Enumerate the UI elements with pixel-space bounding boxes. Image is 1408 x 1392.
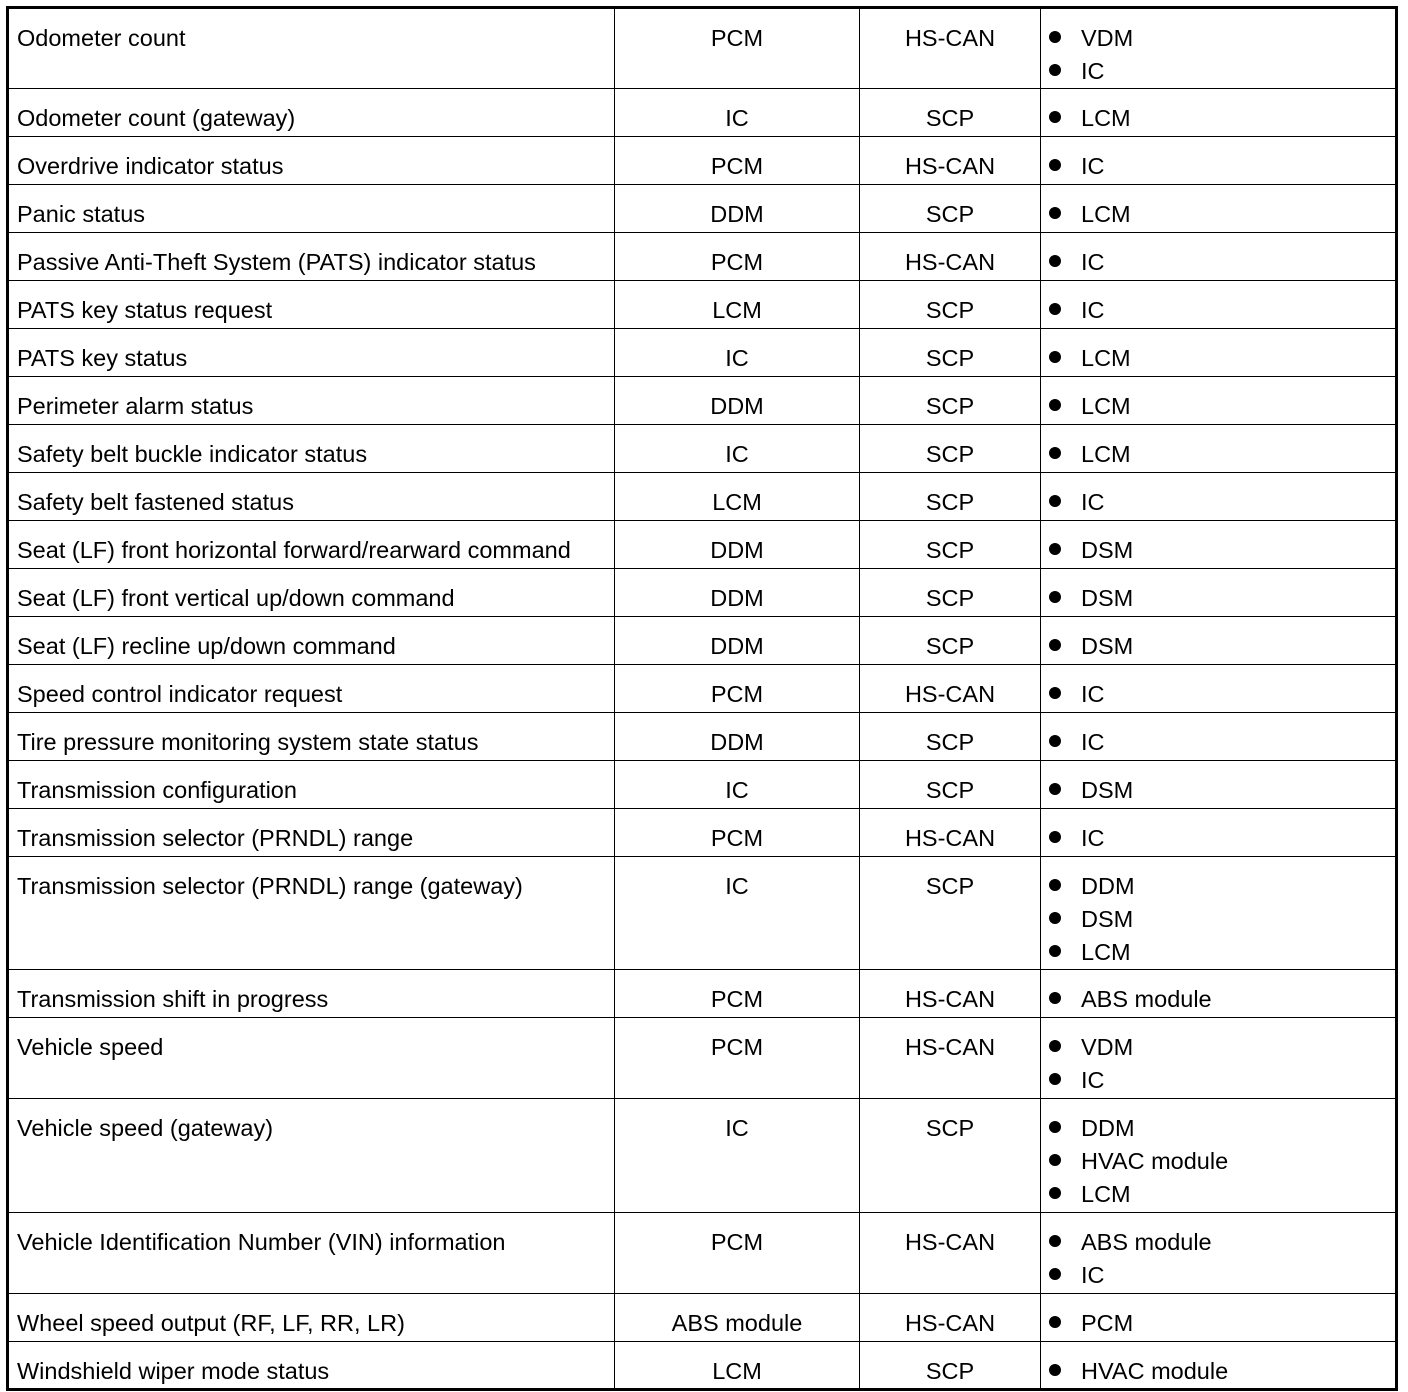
network-cell: SCP: [860, 857, 1041, 970]
originator-cell: PCM: [615, 233, 860, 281]
receiver-label: ABS module: [1081, 1229, 1212, 1255]
receiver-label: DDM: [1081, 1115, 1135, 1141]
network-cell: SCP: [860, 1342, 1041, 1390]
message-cell: Passive Anti-Theft System (PATS) indicator status: [8, 233, 615, 281]
bullet-icon: [1049, 31, 1061, 43]
message-cell: Transmission selector (PRNDL) range: [8, 809, 615, 857]
network-cell: HS-CAN: [860, 970, 1041, 1018]
originator-cell: DDM: [615, 617, 860, 665]
receiver-label: LCM: [1081, 201, 1131, 227]
originator-cell: PCM: [615, 970, 860, 1018]
bullet-icon: [1049, 591, 1061, 603]
network-cell: HS-CAN: [860, 137, 1041, 185]
bullet-icon: [1049, 687, 1061, 699]
receiver-list-item: [1049, 390, 1387, 423]
originator-cell: DDM: [615, 713, 860, 761]
originator-cell: IC: [615, 761, 860, 809]
originator-cell: DDM: [615, 521, 860, 569]
receivers-cell: [1041, 185, 1397, 233]
bullet-icon: [1049, 945, 1061, 957]
network-cell: HS-CAN: [860, 1018, 1041, 1099]
receivers-cell: [1041, 521, 1397, 569]
receivers-cell: [1041, 473, 1397, 521]
receiver-label: VDM: [1081, 1034, 1134, 1060]
bullet-icon: [1049, 255, 1061, 267]
receiver-list-item: [1049, 774, 1387, 807]
receiver-label: IC: [1081, 153, 1105, 179]
receiver-list-item: [1049, 630, 1387, 663]
receiver-label: IC: [1081, 1067, 1105, 1093]
receivers-cell: [1041, 329, 1397, 377]
network-cell: SCP: [860, 281, 1041, 329]
originator-cell: ABS module: [615, 1294, 860, 1342]
table-row: [8, 8, 1397, 89]
receiver-list-item: [1049, 726, 1387, 759]
bullet-icon: [1049, 111, 1061, 123]
originator-cell: LCM: [615, 1342, 860, 1390]
table-row: [8, 761, 1397, 809]
message-cell: Panic status: [8, 185, 615, 233]
receivers-cell: [1041, 137, 1397, 185]
receiver-list-item: [1049, 822, 1387, 855]
originator-cell: PCM: [615, 1018, 860, 1099]
originator-cell: IC: [615, 1099, 860, 1213]
receivers-cell: [1041, 377, 1397, 425]
originator-cell: LCM: [615, 473, 860, 521]
receiver-list-item: [1049, 1112, 1387, 1145]
message-cell: Safety belt fastened status: [8, 473, 615, 521]
originator-cell: IC: [615, 329, 860, 377]
table-body: [8, 8, 1397, 1390]
table-row: [8, 1213, 1397, 1294]
message-cell: Transmission configuration: [8, 761, 615, 809]
receiver-list-item: [1049, 1178, 1387, 1211]
message-cell: Vehicle Identification Number (VIN) information: [8, 1213, 615, 1294]
receiver-label: HVAC module: [1081, 1148, 1229, 1174]
network-cell: HS-CAN: [860, 8, 1041, 89]
originator-cell: LCM: [615, 281, 860, 329]
network-cell: SCP: [860, 1099, 1041, 1213]
message-cell: PATS key status: [8, 329, 615, 377]
receivers-cell: [1041, 713, 1397, 761]
table-row: [8, 233, 1397, 281]
table-row: [8, 137, 1397, 185]
table-row: [8, 281, 1397, 329]
bullet-icon: [1049, 1040, 1061, 1052]
network-cell: SCP: [860, 89, 1041, 137]
table-row: [8, 617, 1397, 665]
receivers-cell: [1041, 1018, 1397, 1099]
network-cell: SCP: [860, 377, 1041, 425]
receiver-list-item: [1049, 1145, 1387, 1178]
bullet-icon: [1049, 912, 1061, 924]
receiver-list-item: [1049, 1259, 1387, 1292]
originator-cell: PCM: [615, 809, 860, 857]
receiver-list-item: [1049, 198, 1387, 231]
message-cell: Transmission selector (PRNDL) range (gateway): [8, 857, 615, 970]
receiver-list-item: [1049, 870, 1387, 903]
receivers-cell: [1041, 809, 1397, 857]
table-row: [8, 185, 1397, 233]
receivers-cell: [1041, 569, 1397, 617]
receiver-label: HVAC module: [1081, 1358, 1229, 1384]
message-cell: Tire pressure monitoring system state status: [8, 713, 615, 761]
network-cell: SCP: [860, 617, 1041, 665]
receivers-cell: [1041, 425, 1397, 473]
receiver-label: DSM: [1081, 537, 1134, 563]
receiver-label: IC: [1081, 681, 1105, 707]
originator-cell: DDM: [615, 569, 860, 617]
receiver-label: IC: [1081, 249, 1105, 275]
message-cell: Odometer count: [8, 8, 615, 89]
table-row: [8, 857, 1397, 970]
bullet-icon: [1049, 1187, 1061, 1199]
table-row: [8, 1099, 1397, 1213]
table-row: [8, 329, 1397, 377]
receiver-label: DSM: [1081, 633, 1134, 659]
receiver-label: DSM: [1081, 585, 1134, 611]
bullet-icon: [1049, 207, 1061, 219]
network-cell: SCP: [860, 329, 1041, 377]
originator-cell: PCM: [615, 137, 860, 185]
receiver-list-item: [1049, 294, 1387, 327]
bullet-icon: [1049, 639, 1061, 651]
receiver-label: ABS module: [1081, 986, 1212, 1012]
receiver-list-item: [1049, 1064, 1387, 1097]
receiver-list-item: [1049, 1355, 1387, 1388]
message-cell: Vehicle speed (gateway): [8, 1099, 615, 1213]
receiver-list-item: [1049, 486, 1387, 519]
network-cell: HS-CAN: [860, 233, 1041, 281]
receiver-label: LCM: [1081, 105, 1131, 131]
bullet-icon: [1049, 783, 1061, 795]
table-row: [8, 569, 1397, 617]
originator-cell: PCM: [615, 1213, 860, 1294]
originator-cell: IC: [615, 89, 860, 137]
table-row: [8, 521, 1397, 569]
receiver-label: IC: [1081, 1262, 1105, 1288]
receiver-list-item: [1049, 678, 1387, 711]
receiver-list-item: [1049, 1226, 1387, 1259]
bullet-icon: [1049, 1154, 1061, 1166]
receiver-list-item: [1049, 55, 1387, 88]
bullet-icon: [1049, 992, 1061, 1004]
message-cell: Safety belt buckle indicator status: [8, 425, 615, 473]
originator-cell: IC: [615, 425, 860, 473]
network-cell: SCP: [860, 521, 1041, 569]
table-row: [8, 473, 1397, 521]
message-cell: Overdrive indicator status: [8, 137, 615, 185]
receivers-cell: [1041, 1294, 1397, 1342]
receivers-cell: [1041, 89, 1397, 137]
table-row: [8, 665, 1397, 713]
receiver-label: DDM: [1081, 873, 1135, 899]
receiver-list-item: [1049, 582, 1387, 615]
receiver-label: IC: [1081, 825, 1105, 851]
network-cell: SCP: [860, 713, 1041, 761]
originator-cell: DDM: [615, 377, 860, 425]
receiver-list-item: [1049, 22, 1387, 55]
message-cell: Seat (LF) recline up/down command: [8, 617, 615, 665]
receivers-cell: [1041, 1099, 1397, 1213]
receiver-list-item: [1049, 342, 1387, 375]
bullet-icon: [1049, 1073, 1061, 1085]
receivers-cell: [1041, 1342, 1397, 1390]
originator-cell: PCM: [615, 8, 860, 89]
bullet-icon: [1049, 303, 1061, 315]
message-cell: Seat (LF) front vertical up/down command: [8, 569, 615, 617]
table-row: [8, 809, 1397, 857]
bullet-icon: [1049, 64, 1061, 76]
message-cell: Odometer count (gateway): [8, 89, 615, 137]
originator-cell: IC: [615, 857, 860, 970]
receivers-cell: [1041, 761, 1397, 809]
bullet-icon: [1049, 1316, 1061, 1328]
network-cell: HS-CAN: [860, 1294, 1041, 1342]
receiver-label: DSM: [1081, 777, 1134, 803]
network-cell: SCP: [860, 761, 1041, 809]
receivers-cell: [1041, 233, 1397, 281]
bullet-icon: [1049, 159, 1061, 171]
originator-cell: PCM: [615, 665, 860, 713]
table-row: [8, 970, 1397, 1018]
receiver-label: LCM: [1081, 939, 1131, 965]
network-cell: SCP: [860, 569, 1041, 617]
table-row: [8, 713, 1397, 761]
receivers-cell: [1041, 970, 1397, 1018]
message-cell: Seat (LF) front horizontal forward/rearward command: [8, 521, 615, 569]
receiver-list-item: [1049, 438, 1387, 471]
receiver-list-item: [1049, 1307, 1387, 1340]
bullet-icon: [1049, 1121, 1061, 1133]
network-cell: SCP: [860, 473, 1041, 521]
receiver-label: LCM: [1081, 345, 1131, 371]
receiver-list-item: [1049, 150, 1387, 183]
table-row: [8, 1342, 1397, 1390]
receiver-label: IC: [1081, 58, 1105, 84]
bullet-icon: [1049, 543, 1061, 555]
receiver-label: LCM: [1081, 393, 1131, 419]
bullet-icon: [1049, 1364, 1061, 1376]
message-cell: Speed control indicator request: [8, 665, 615, 713]
table-row: [8, 1018, 1397, 1099]
bullet-icon: [1049, 399, 1061, 411]
receiver-list-item: [1049, 1031, 1387, 1064]
bullet-icon: [1049, 495, 1061, 507]
receiver-label: VDM: [1081, 25, 1134, 51]
bullet-icon: [1049, 1235, 1061, 1247]
receivers-cell: [1041, 1213, 1397, 1294]
receivers-cell: [1041, 617, 1397, 665]
bullet-icon: [1049, 351, 1061, 363]
message-cell: Perimeter alarm status: [8, 377, 615, 425]
message-cell: Vehicle speed: [8, 1018, 615, 1099]
table-row: [8, 1294, 1397, 1342]
message-cell: Transmission shift in progress: [8, 970, 615, 1018]
receiver-label: DSM: [1081, 906, 1134, 932]
network-message-table: [6, 6, 1398, 1391]
network-cell: HS-CAN: [860, 665, 1041, 713]
network-cell: SCP: [860, 185, 1041, 233]
table-row: [8, 377, 1397, 425]
receivers-cell: [1041, 665, 1397, 713]
receiver-label: IC: [1081, 489, 1105, 515]
bullet-icon: [1049, 735, 1061, 747]
receiver-list-item: [1049, 534, 1387, 567]
receivers-cell: [1041, 281, 1397, 329]
bullet-icon: [1049, 1268, 1061, 1280]
network-cell: SCP: [860, 425, 1041, 473]
receiver-list-item: [1049, 102, 1387, 135]
receiver-label: LCM: [1081, 441, 1131, 467]
receiver-list-item: [1049, 936, 1387, 969]
receiver-list-item: [1049, 246, 1387, 279]
bullet-icon: [1049, 879, 1061, 891]
network-cell: HS-CAN: [860, 1213, 1041, 1294]
message-cell: Wheel speed output (RF, LF, RR, LR): [8, 1294, 615, 1342]
bullet-icon: [1049, 447, 1061, 459]
receiver-label: LCM: [1081, 1181, 1131, 1207]
receiver-label: IC: [1081, 729, 1105, 755]
receiver-list-item: [1049, 983, 1387, 1016]
network-cell: HS-CAN: [860, 809, 1041, 857]
receivers-cell: [1041, 857, 1397, 970]
receiver-list-item: [1049, 903, 1387, 936]
message-cell: PATS key status request: [8, 281, 615, 329]
receiver-label: IC: [1081, 297, 1105, 323]
table-row: [8, 89, 1397, 137]
bullet-icon: [1049, 831, 1061, 843]
table-row: [8, 425, 1397, 473]
receiver-label: PCM: [1081, 1310, 1134, 1336]
originator-cell: DDM: [615, 185, 860, 233]
message-cell: Windshield wiper mode status: [8, 1342, 615, 1390]
receivers-cell: [1041, 8, 1397, 89]
